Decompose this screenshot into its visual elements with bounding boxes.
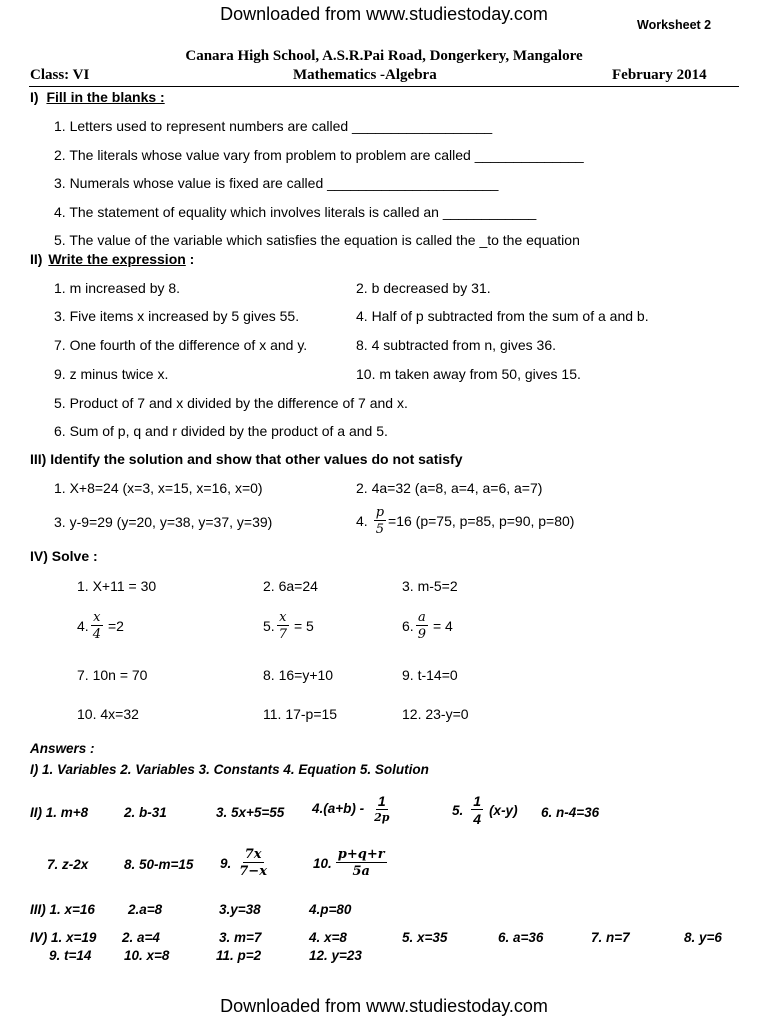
- answer-item: 9. t=14: [49, 948, 92, 963]
- download-banner-bottom: Downloaded from www.studiestoday.com: [220, 996, 548, 1016]
- identify-item-3: 3. y-9=29 (y=20, y=38, y=37, y=39): [54, 514, 273, 530]
- solve-item: 8. 16=y+10: [263, 667, 334, 683]
- answer-text: (x-y): [489, 802, 518, 818]
- section-2-number: II): [30, 251, 43, 267]
- answer-item: 2.a=8: [128, 902, 163, 917]
- fraction-1-over-4: $\frac{1}{4}$: [473, 793, 482, 827]
- fraction-x-over-7: $\frac{x}{7}$: [278, 610, 287, 642]
- section-1-title: Fill in the blanks :: [46, 89, 165, 105]
- answer-item-fraction: [452, 794, 518, 826]
- solve-item-fraction: [402, 611, 453, 641]
- fraction-p-over-5: $\frac{p}{5}$: [375, 505, 385, 537]
- answer-item: 5. x=35: [402, 930, 448, 945]
- fraction-a-over-9: $\frac{a}{9}$: [417, 610, 426, 642]
- answers-section-1: I) 1. Variables 2. Variables 3. Constants 4. Equation 5. Solution: [30, 762, 429, 777]
- fraction-1-over-2p: $\frac{1}{2p}$: [374, 793, 390, 824]
- answer-item: II) 1. m+8: [30, 805, 89, 820]
- solve-item: 7. 10n = 70: [77, 667, 148, 683]
- answer-item: 3.y=38: [219, 902, 261, 917]
- answer-item: 7. z-2x: [47, 857, 89, 872]
- answer-item-fraction: [220, 848, 271, 878]
- answer-item: 12. y=23: [309, 948, 362, 963]
- answer-text: 5.: [452, 802, 464, 818]
- fraction-7x-over-7-minus-x: $\frac{7x}{7-x}$: [239, 847, 267, 879]
- identify-item-4: [356, 506, 574, 536]
- solve-item: 1. X+11 = 30: [77, 578, 157, 594]
- answer-item: 2. a=4: [122, 930, 160, 945]
- worksheet-label: Worksheet 2: [637, 18, 712, 32]
- solve-item: 10. 4x=32: [77, 706, 139, 722]
- identify-item-4-number: 4.: [356, 513, 368, 529]
- answer-item: 10. x=8: [124, 948, 170, 963]
- section-2-colon: :: [185, 251, 195, 267]
- fraction-x-over-4: $\frac{x}{4}$: [92, 610, 101, 642]
- answer-item-fraction: [313, 848, 389, 878]
- answer-item: 11. p=2: [216, 948, 262, 963]
- answer-item: 2. b-31: [124, 805, 167, 820]
- section-1-number: I): [30, 89, 39, 105]
- solve-item-fraction: [263, 611, 314, 641]
- fill-blank-1: 1. Letters used to represent numbers are called __________________: [54, 118, 493, 134]
- fill-blank-4: 4. The statement of equality which involves literals is called an ____________: [54, 204, 537, 220]
- class-label: Class: VI: [30, 67, 90, 83]
- solve-item: 9. t-14=0: [402, 667, 458, 683]
- solve-item: 11. 17-p=15: [263, 706, 338, 722]
- answer-item: 6. n-4=36: [541, 805, 600, 820]
- expression-item: 10. m taken away from 50, gives 15.: [356, 366, 581, 382]
- expression-item: 3. Five items x increased by 5 gives 55.: [54, 308, 300, 324]
- expression-item: 7. One fourth of the difference of x and y.: [54, 337, 308, 353]
- answer-item: 8. 50-m=15: [124, 857, 194, 872]
- header-rule: [29, 86, 739, 87]
- answer-item: III) 1. x=16: [30, 902, 95, 917]
- identify-item-4-text: =16 (p=75, p=85, p=90, p=80): [388, 513, 575, 529]
- fraction-pqr-over-5a: $\frac{p+q+r}{5a}$: [337, 847, 385, 879]
- solve-item-rhs: = 5: [293, 618, 314, 634]
- fill-blank-3: 3. Numerals whose value is fixed are called ______________________: [54, 175, 499, 191]
- answer-item: 4.p=80: [309, 902, 352, 917]
- section-2-heading: [30, 251, 194, 267]
- solve-item: 3. m-5=2: [402, 578, 458, 594]
- answer-text: 4.(a+b) -: [312, 801, 365, 816]
- solve-item-number: 4.: [77, 618, 89, 634]
- answer-item: 3. m=7: [219, 930, 262, 945]
- expression-item: 1. m increased by 8.: [54, 280, 181, 296]
- fill-blank-2: 2. The literals whose value vary from problem to problem are called ______________: [54, 147, 584, 163]
- solve-item: 2. 6a=24: [263, 578, 318, 594]
- section-3-heading: III) Identify the solution and show that other values do not satisfy: [30, 451, 463, 467]
- answers-heading: Answers :: [30, 741, 95, 756]
- expression-item: 5. Product of 7 and x divided by the difference of 7 and x.: [54, 395, 408, 411]
- worksheet-date: February 2014: [612, 67, 707, 83]
- expression-item: 8. 4 subtracted from n, gives 36.: [356, 337, 556, 353]
- section-1-heading: [30, 89, 165, 105]
- solve-item-number: 5.: [263, 618, 275, 634]
- identify-item-1: 1. X+8=24 (x=3, x=15, x=16, x=0): [54, 480, 263, 496]
- school-name: Canara High School, A.S.R.Pai Road, Dongerkery, Mangalore: [185, 48, 583, 64]
- answer-item: 4. x=8: [309, 930, 347, 945]
- identify-item-2: 2. 4a=32 (a=8, a=4, a=6, a=7): [356, 480, 543, 496]
- expression-item: 9. z minus twice x.: [54, 366, 169, 382]
- solve-item-rhs: =2: [107, 618, 124, 634]
- answer-text: 10.: [313, 855, 332, 871]
- fill-blank-5: 5. The value of the variable which satisfies the equation is called the _to the equation: [54, 232, 580, 248]
- answer-item: 3. 5x+5=55: [216, 805, 285, 820]
- expression-item: 2. b decreased by 31.: [356, 280, 491, 296]
- download-banner-top: Downloaded from www.studiestoday.com: [220, 4, 548, 24]
- answer-item: 6. a=36: [498, 930, 544, 945]
- answer-item: IV) 1. x=19: [30, 930, 97, 945]
- solve-item-fraction: [77, 611, 124, 641]
- expression-item: 4. Half of p subtracted from the sum of a and b.: [356, 308, 649, 324]
- solve-item-number: 6.: [402, 618, 414, 634]
- solve-item-rhs: = 4: [432, 618, 453, 634]
- subject-title: Mathematics -Algebra: [293, 67, 437, 83]
- answer-text: 9.: [220, 855, 232, 871]
- answer-item-fraction: [312, 794, 394, 823]
- answer-item: 7. n=7: [591, 930, 630, 945]
- solve-item: 12. 23-y=0: [402, 706, 469, 722]
- answer-item: 8. y=6: [684, 930, 722, 945]
- expression-item: 6. Sum of p, q and r divided by the product of a and 5.: [54, 423, 388, 439]
- section-2-title: Write the expression: [48, 251, 186, 267]
- section-4-heading: IV) Solve :: [30, 548, 98, 564]
